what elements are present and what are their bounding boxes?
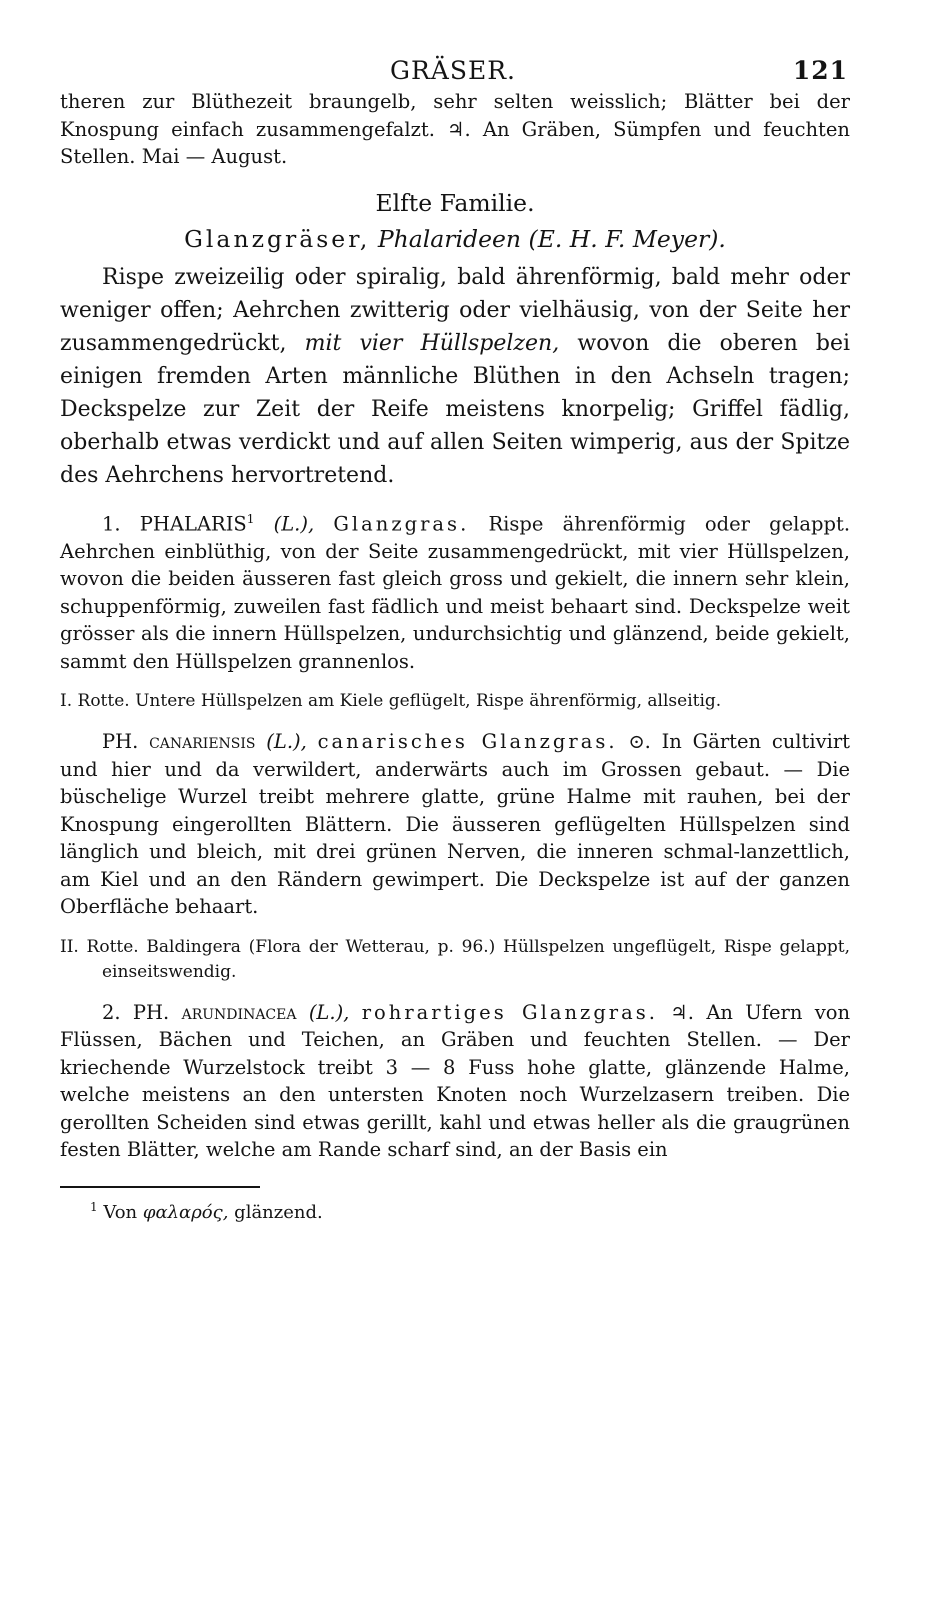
genus-name: PHALARIS xyxy=(139,512,247,535)
species-name: arundinacea xyxy=(181,1000,297,1024)
footnote-greek-word: φαλαρός, xyxy=(142,1201,229,1223)
description-part-1: Rispe zweizeilig oder spiralig, bald ährenförmig, bald mehr oder weniger offen; Aehrchen zwitterig oder vielhäusig, von der Seite her zusammengedrückt, xyxy=(60,264,850,356)
family-description xyxy=(60,261,850,492)
genus-entry xyxy=(60,506,850,676)
book-page xyxy=(60,48,850,1223)
footnote-prefix: Von xyxy=(103,1201,138,1223)
genus-description: Rispe ährenförmig oder gelappt. Aehrchen einblüthig, von der Seite zusammengedrückt, mit vier Hüllspelzen, wovon die beiden äusseren fast gleich gross und gekielt, die innern sehr klein, schuppenförmig, zuweilen fast fädlich und meist behaart sind. Deckspelze weit grösser als die innern Hüllspelzen, undurchsichtig und glänzend, beide gekielt, sammt den Hüllspelzen grannenlos. xyxy=(60,512,851,673)
species-arundinacea xyxy=(60,999,850,1164)
genus-author: (L.), xyxy=(273,512,315,535)
species-description: An Ufern von Flüssen, Bächen und Teichen, an Gräben und feuchten Stellen. — Der kriechende Wurzelstock treibt 3 — 8 Fuss hohe glatte, glänzende Halme, welche meistens an den untersten Knoten noch Wurzelzasern treiben. Die gerollten Scheiden sind etwas gerillt, kahl und etwas heller als die graugrünen festen Blätter, welche am Rande scharf sind, an der Basis ein xyxy=(60,1000,851,1161)
perennial-symbol: ♃. xyxy=(670,1000,694,1024)
species-name: canariensis xyxy=(149,730,256,753)
description-emphasis: mit vier Hüllspelzen, xyxy=(304,330,560,356)
footnote-divider xyxy=(60,1186,260,1188)
description-part-2: wovon die oberen bei einigen fremden Arten männliche Blüthen in den Achseln tragen; Deckspelze zur Zeit der Reife meistens knorpelig; Griffel fädlig, oberhalb etwas verdickt und auf allen Seiten wimperig, aus der Spitze des Aehrchens hervortretend. xyxy=(60,330,851,488)
species-common-name: canarisches Glanzgras. xyxy=(317,730,618,753)
footnote-marker: 1 xyxy=(90,1199,98,1214)
species-description: In Gärten cultivirt und hier und da verwildert, anderwärts auch im Grossen gebaut. — Die büschelige Wurzel treibt mehrere glatte, grüne Halme mit rauhen, bei der Knospung eingerollten Blättern. Die äusseren geflügelten Hüllspelzen sind länglich und bleich, mit drei grünen Nerven, die inneren schmal-lanzettlich, am Kiel und an den Rändern gewimpert. Die Deckspelze ist auf der ganzen Oberfläche behaart. xyxy=(60,730,851,918)
running-title: GRÄSER. xyxy=(390,56,516,85)
species-canariensis xyxy=(60,728,850,921)
species-common-name: rohrartiges Glanzgras. xyxy=(361,1000,658,1024)
family-common-name: Glanzgräser, xyxy=(184,224,371,253)
family-name-line xyxy=(60,225,850,253)
family-heading: Elfte Familie. xyxy=(375,188,535,217)
species-author: (L.), xyxy=(308,1000,350,1024)
rotte-1: I. Rotte. Untere Hüllspelzen am Kiele geflügelt, Rispe ährenförmig, allseitig. xyxy=(60,691,722,711)
footnote-gloss: glänzend. xyxy=(234,1201,323,1223)
family-author: (E. H. F. Meyer). xyxy=(528,224,726,253)
genus-common-name: Glanzgras. xyxy=(333,512,470,535)
species-author: (L.), xyxy=(266,730,307,753)
footnote xyxy=(60,1200,850,1223)
family-latin-name: Phalarideen xyxy=(377,224,522,253)
species-number: 2. PH. xyxy=(102,1000,170,1024)
annual-symbol: ⊙. xyxy=(628,730,651,753)
page-number: 121 xyxy=(792,56,848,85)
genus-number: 1. xyxy=(102,512,121,535)
continuation-paragraph: theren zur Blüthezeit braungelb, sehr selten weisslich; Blätter bei der Knospung einfach zusammengefalzt. ♃. An Gräben, Sümpfen und feuchten Stellen. Mai — August. xyxy=(60,90,850,168)
running-header xyxy=(60,48,850,88)
species-genus-abbr: PH. xyxy=(102,730,139,753)
rotte-2: II. Rotte. Baldingera (Flora der Wetterau, p. 96.) Hüllspelzen ungeflügelt, Rispe gelappt, einseitswendig. xyxy=(60,936,850,982)
footnote-reference: 1 xyxy=(246,511,255,526)
